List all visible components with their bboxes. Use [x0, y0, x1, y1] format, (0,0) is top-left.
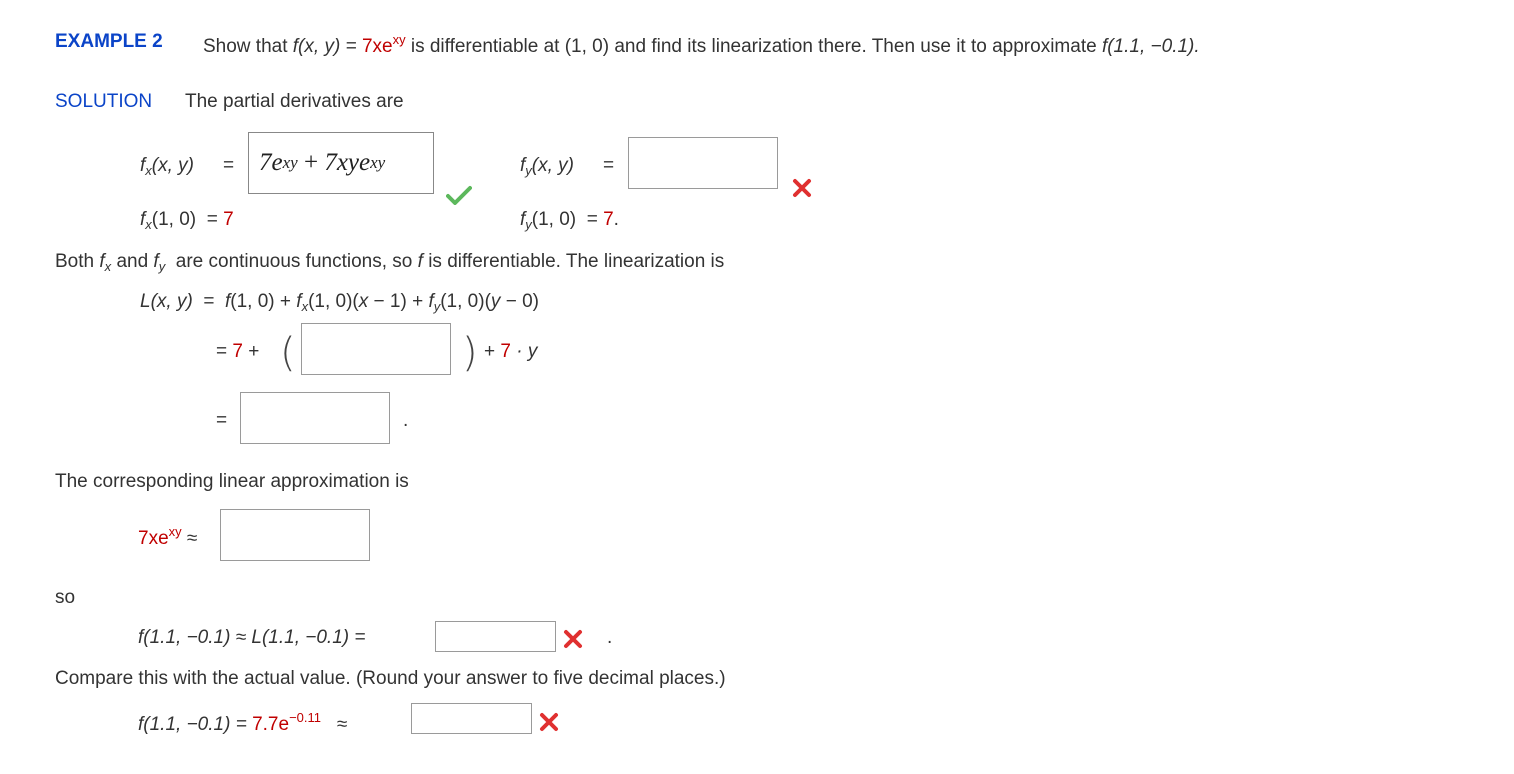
linearization-line3-equals: = [216, 410, 228, 431]
prompt-target-point: f(1.1, −0.1). [1101, 36, 1200, 57]
fx-at-point: $f_x(1$, 0) = 7 [140, 209, 234, 232]
linearization-line2-end: + 7 · y [484, 341, 538, 362]
compare-instruction: Compare this with the actual value. (Round your answer to five decimal places.) [55, 668, 726, 689]
correct-check-icon [446, 185, 472, 205]
right-paren: ) [462, 330, 478, 376]
incorrect-cross-icon [792, 178, 812, 198]
solution-label: SOLUTION [55, 91, 153, 112]
left-paren: ( [280, 330, 296, 376]
solution-intro: The partial derivatives are [185, 91, 404, 112]
so-label: so [55, 587, 76, 608]
incorrect-cross-icon [563, 629, 583, 649]
linearization-x-term-input[interactable] [301, 323, 451, 375]
estimate-input[interactable] [435, 621, 556, 652]
linearization-formula: L(x, y) = f(1, $0) + f_x(1$, $0)(x - 1) + f_y(1$, 0)(y − 0) [140, 291, 539, 314]
fy-at-point: $f_y(1$, 0) = 7. [520, 209, 619, 232]
fy-equals: = [603, 155, 615, 176]
linearization-final-input[interactable] [240, 392, 390, 444]
fy-label: $f_y(x$, y) [520, 155, 574, 178]
prompt-function: $7xe^{xy}$ [361, 32, 406, 57]
actual-value-expression: f(1.1, $-0.1) = 7.7e^{-0.11}$ ≈ [138, 710, 348, 735]
continuity-text: Both $f_x$ and $f_y$ are continuous functions, so f is differentiable. The linearization is [55, 251, 725, 274]
example-label: EXAMPLE 2 [55, 31, 163, 52]
actual-value-input[interactable] [411, 703, 532, 734]
linearization-line2-start: = 7 + [216, 341, 260, 362]
fx-answer-box[interactable]: 7e xy + 7xye xy [248, 132, 434, 194]
period: . [607, 627, 613, 648]
actual-value: $7.7e^{-0.11}$ [252, 710, 321, 735]
estimate-lhs: f(1.1, −0.1) ≈ L(1.1, −0.1) = [138, 627, 366, 648]
linear-approximation-input[interactable] [220, 509, 370, 561]
fy-answer-input[interactable] [628, 137, 778, 189]
prompt-text: Show that f(x, $y) = 7xe^{xy}$ is differentiable at (1, 0) and find its linearization there. Then use it to approximate f(1.1, −0.1). [203, 32, 1200, 57]
fx-at-value: 7 [223, 209, 234, 230]
approximation-lhs: $7xe^{xy}$ ≈ [138, 524, 198, 549]
fy-at-value: 7 [603, 209, 614, 230]
approximation-intro: The corresponding linear approximation is [55, 471, 409, 492]
incorrect-cross-icon [539, 712, 559, 732]
period: . [403, 410, 409, 431]
fx-equals: = [223, 155, 235, 176]
fx-label: $f_x(x$, y) [140, 155, 194, 178]
